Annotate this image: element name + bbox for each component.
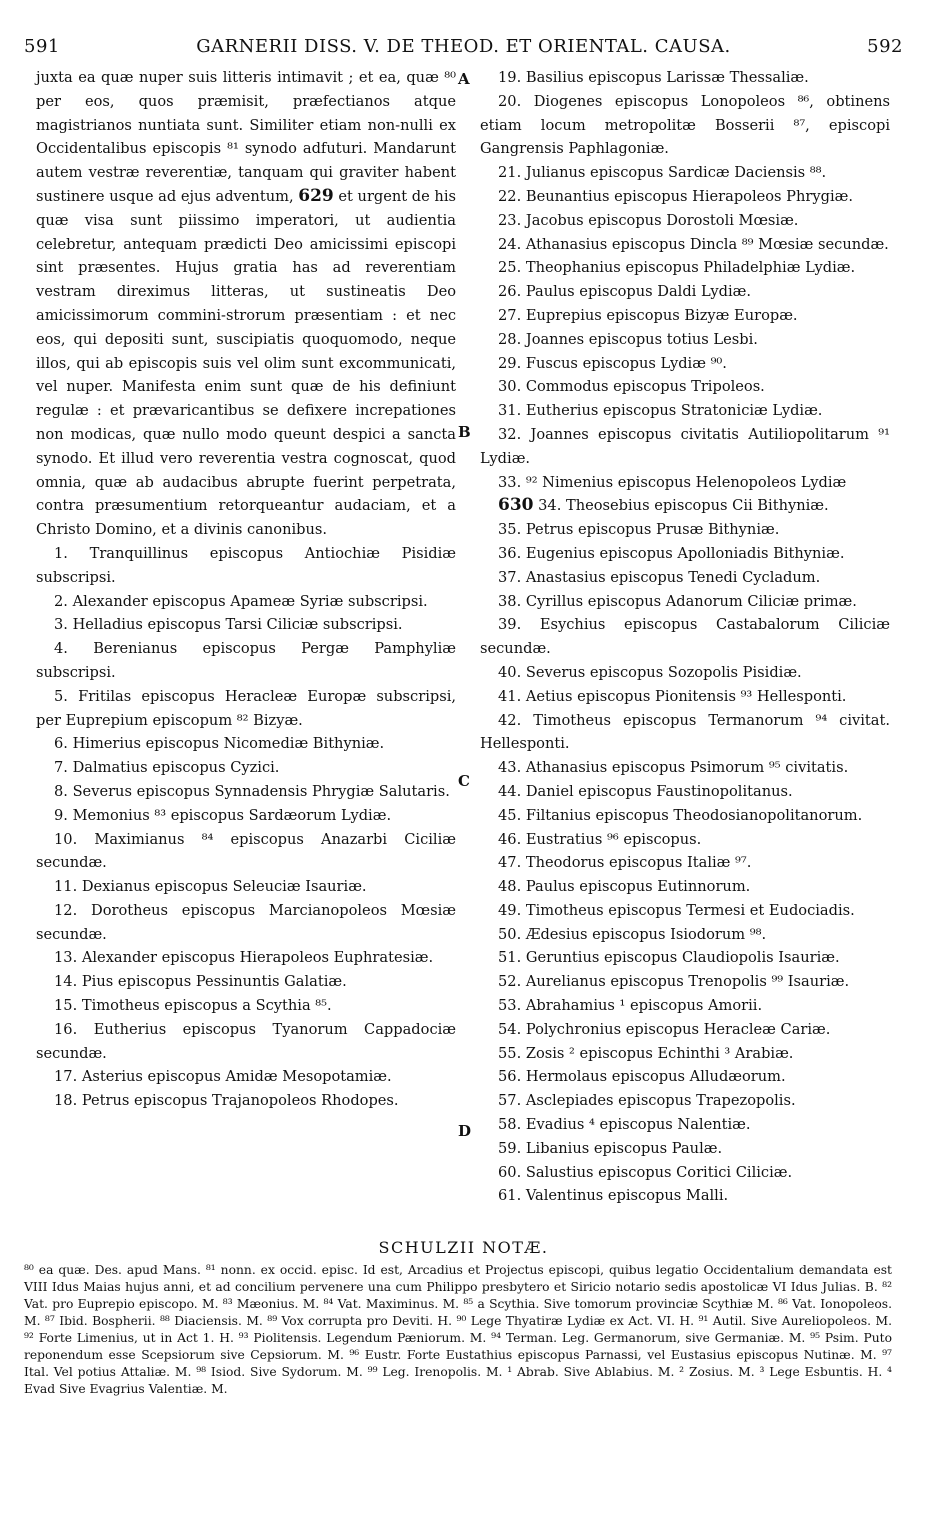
- list-item: 35. Petrus episcopus Prusæ Bithyniæ.: [498, 521, 780, 539]
- list-item: 11. Dexianus episcopus Seleuciæ Isauriæ.: [54, 878, 367, 896]
- list-item: 12. Dorotheus episcopus Marcianopoleos Mœsiæ secundæ.: [36, 901, 456, 943]
- list-item: 57. Asclepiades episcopus Trapezopolis.: [498, 1092, 796, 1110]
- list-item: 59. Libanius episcopus Paulæ.: [498, 1139, 723, 1157]
- left-page-number: 591: [24, 36, 60, 57]
- list-item: 37. Anastasius episcopus Tenedi Cycladum.: [498, 568, 821, 586]
- list-item: 46. Eustratius ⁹⁶ episcopus.: [498, 830, 702, 848]
- list-item: 49. Timotheus episcopus Termesi et Eudociadis.: [498, 901, 855, 919]
- list-item: 26. Paulus episcopus Daldi Lydiæ.: [498, 283, 752, 301]
- right-column: [480, 66, 890, 1208]
- list-item: 61. Valentinus episcopus Malli.: [498, 1187, 729, 1205]
- entry-34-text: 34. Theosebius episcopus Cii Bithyniæ.: [538, 497, 829, 515]
- list-item: 41. Aetius episcopus Pionitensis ⁹³ Hellesponti.: [498, 687, 847, 705]
- list-item: 23. Jacobus episcopus Dorostoli Mœsiæ.: [498, 211, 799, 229]
- margin-mark-d: D: [458, 1122, 472, 1140]
- list-item: 44. Daniel episcopus Faustinopolitanus.: [498, 782, 793, 800]
- list-item: 50. Ædesius episcopus Isiodorum ⁹⁸.: [498, 925, 767, 943]
- list-item: 7. Dalmatius episcopus Cyzici.: [54, 759, 280, 777]
- list-item: 31. Eutherius episcopus Stratoniciæ Lydiæ.: [498, 402, 823, 420]
- list-item: 24. Athanasius episcopus Dincla ⁸⁹ Mœsiæ secundæ.: [498, 235, 889, 253]
- list-item: 14. Pius episcopus Pessinuntis Galatiæ.: [54, 973, 347, 991]
- list-item: 43. Athanasius episcopus Psimorum ⁹⁵ civitatis.: [498, 759, 849, 777]
- list-item-34: [480, 494, 890, 518]
- inline-page-number-629: 629: [298, 185, 334, 206]
- list-item: 8. Severus episcopus Synnadensis Phrygiæ Salutaris.: [54, 782, 450, 800]
- list-item: 33. ⁹² Nimenius episcopus Helenopoleos Lydiæ: [498, 473, 847, 491]
- list-item: 3. Helladius episcopus Tarsi Ciliciæ subscripsi.: [54, 616, 403, 634]
- list-item: 5. Fritilas episcopus Heracleæ Europæ subscripsi, per Euprepium episcopum ⁸² Bizyæ.: [36, 687, 456, 729]
- list-item: 18. Petrus episcopus Trajanopoleos Rhodopes.: [54, 1092, 399, 1110]
- list-item: 25. Theophanius episcopus Philadelphiæ Lydiæ.: [498, 259, 856, 277]
- list-item: 48. Paulus episcopus Eutinnorum.: [498, 878, 751, 896]
- list-item: 32. Joannes episcopus civitatis Autiliopolitarum ⁹¹ Lydiæ.: [480, 425, 890, 467]
- list-item: 1. Tranquillinus episcopus Antiochiæ Pisidiæ subscripsi.: [36, 544, 456, 586]
- list-item: 55. Zosis ² episcopus Echinthi ³ Arabiæ.: [498, 1044, 794, 1062]
- list-item: 40. Severus episcopus Sozopolis Pisidiæ.: [498, 663, 802, 681]
- margin-mark-c: C: [458, 772, 470, 790]
- list-item: 19. Basilius episcopus Larissæ Thessaliæ.: [498, 69, 809, 86]
- footnotes: ⁸⁰ ea quæ. Des. apud Mans. ⁸¹ nonn. ex occid. episc. Id est, Arcadius et Projectus episcopi, quibus legatio Occidentalium demandata est VIII Idus Maias hujus anni, et ad concilium pervenere una cum Philippo presbytero et Siricio notario sedis apostolicæ VI Idus Julias. B. ⁸² Vat. pro Euprepio episcopo. M. ⁸³ Mæonius. M. ⁸⁴ Vat. Maximinus. M. ⁸⁵ a Scythia. Sive tomorum provinciæ Scythiæ M. ⁸⁶ Vat. Ionopoleos. M. ⁸⁷ Ibid. Bospherii. ⁸⁸ Diaciensis. M. ⁸⁹ Vox corrupta pro Deviti. H. ⁹⁰ Lege Thyatiræ Lydiæ ex Act. VI. H. ⁹¹ Autil. Sive Aureliopoleos. M. ⁹² Forte Limenius, ut in Act 1. H. ⁹³ Piolitensis. Legendum Pæniorum. M. ⁹⁴ Terman. Leg. Germanorum, sive Germaniæ. M. ⁹⁵ Psim. Puto reponendum esse Scepsiorum sive Cepsiorum. M. ⁹⁶ Eustr. Forte Eustathius episcopus Parnassi, vel Eustasius episcopus Nutinæ. M. ⁹⁷ Ital. Vel potius Attaliæ. M. ⁹⁸ Isiod. Sive Sydorum. M. ⁹⁹ Leg. Irenopolis. M. ¹ Abrab. Sive Ablabius. M. ² Zosius. M. ³ Lege Esbuntis. H. ⁴ Evad Sive Evagrius Valentiæ. M.: [24, 1263, 892, 1396]
- list-item: 52. Aurelianus episcopus Trenopolis ⁹⁹ Isauriæ.: [498, 973, 850, 991]
- inline-page-number-630: 630: [498, 495, 534, 516]
- left-entry-list: [36, 542, 456, 1113]
- list-item: 10. Maximianus ⁸⁴ episcopus Anazarbi Ciciliæ secundæ.: [36, 830, 456, 872]
- list-item: 53. Abrahamius ¹ episcopus Amorii.: [498, 997, 763, 1015]
- right-page-number: 592: [867, 36, 903, 57]
- list-item: 47. Theodorus episcopus Italiæ ⁹⁷.: [498, 854, 752, 872]
- running-title: GARNERII DISS. V. DE THEOD. ET ORIENTAL. CAUSA.: [196, 36, 731, 57]
- list-item: 2. Alexander episcopus Apameæ Syriæ subscripsi.: [54, 592, 428, 610]
- list-item: 27. Euprepius episcopus Bizyæ Europæ.: [498, 306, 798, 324]
- list-item: 17. Asterius episcopus Amidæ Mesopotamiæ.: [54, 1068, 392, 1086]
- notes-heading: SCHULZII NOTÆ.: [378, 1238, 549, 1257]
- list-item: 39. Esychius episcopus Castabalorum Ciliciæ secundæ.: [480, 616, 890, 658]
- list-item: 38. Cyrillus episcopus Adanorum Ciliciæ primæ.: [498, 592, 857, 610]
- intro-text-cont: et urgent de his quæ visa sunt piissimo imperatori, ut audientia celebretur, antequam prædicti Deo amicissimi episcopi sint præsentes. Hujus gratia has ad reverentiam vestram direximus litteras, ut sustineatis Deo amicissimorum commini-strorum præsentiam : et nec eos, qui depositi sunt, suscipiatis quoquomodo, neque illos, qui ab episcopis suis vel olim sunt excommunicati, vel nuper. Manifesta enim sunt quæ de his definiunt regulæ : et prævaricantibus se defixere increpationes non modicas, quæ nullo modo queunt despici a sancta synodo. Et illud vero reverentia vestra cognoscat, quod omnia, quæ ab audacibus abrupte fuerint perpetrata, contra præsumentium retorqueantur audaciam, et a Christo Domino, et a divinis canonibus.: [36, 187, 456, 539]
- intro-text: juxta ea quæ nuper suis litteris intimavit ; et ea, quæ ⁸⁰ per eos, quos præmisit, præfectianos atque magistrianos nuntiata sunt. Similiter etiam non-nulli ex Occidentalibus episcopis ⁸¹ synodo adfuturi. Mandarunt autem vestræ reverentiæ, tanquam qui graviter habent sustinere usque ad ejus adventum,: [36, 69, 456, 205]
- list-item: 13. Alexander episcopus Hierapoleos Euphratesiæ.: [54, 949, 434, 967]
- list-item: 15. Timotheus episcopus a Scythia ⁸⁵.: [54, 997, 332, 1015]
- list-item: 54. Polychronius episcopus Heracleæ Cariæ.: [498, 1020, 831, 1038]
- list-item: 56. Hermolaus episcopus Alludæorum.: [498, 1068, 786, 1086]
- left-intro-paragraph: [36, 66, 456, 542]
- list-item: 4. Berenianus episcopus Pergæ Pamphyliæ subscripsi.: [36, 640, 456, 681]
- list-item: 29. Fuscus episcopus Lydiæ ⁹⁰.: [498, 354, 727, 372]
- margin-mark-a: A: [458, 70, 470, 88]
- list-item: 28. Joannes episcopus totius Lesbi.: [498, 330, 758, 348]
- list-item: 60. Salustius episcopus Coritici Ciliciæ.: [498, 1163, 793, 1181]
- list-item: 45. Filtanius episcopus Theodosianopolitanorum.: [498, 806, 863, 824]
- list-item: 16. Eutherius episcopus Tyanorum Cappadociæ secundæ.: [36, 1020, 456, 1062]
- list-item: 22. Beunantius episcopus Hierapoleos Phrygiæ.: [498, 187, 853, 205]
- list-item: 42. Timotheus episcopus Termanorum ⁹⁴ civitat. Hellesponti.: [480, 711, 890, 753]
- list-item: 58. Evadius ⁴ episcopus Nalentiæ.: [498, 1116, 751, 1134]
- list-item: 6. Himerius episcopus Nicomediæ Bithyniæ.: [54, 735, 385, 753]
- margin-mark-b: B: [458, 423, 471, 441]
- list-item: 20. Diogenes episcopus Lonopoleos ⁸⁶, obtinens etiam locum metropolitæ Bosserii ⁸⁷, episcopi Gangrensis Paphlagoniæ.: [480, 92, 890, 158]
- list-item: 51. Geruntius episcopus Claudiopolis Isauriæ.: [498, 949, 840, 967]
- list-item: 36. Eugenius episcopus Apolloniadis Bithyniæ.: [498, 544, 845, 562]
- list-item: 9. Memonius ⁸³ episcopus Sardæorum Lydiæ.: [54, 806, 392, 824]
- left-column: [36, 66, 456, 1113]
- list-item: 21. Julianus episcopus Sardicæ Daciensis ⁸⁸.: [498, 164, 827, 182]
- list-item: 30. Commodus episcopus Tripoleos.: [498, 378, 765, 396]
- running-header: [24, 36, 903, 60]
